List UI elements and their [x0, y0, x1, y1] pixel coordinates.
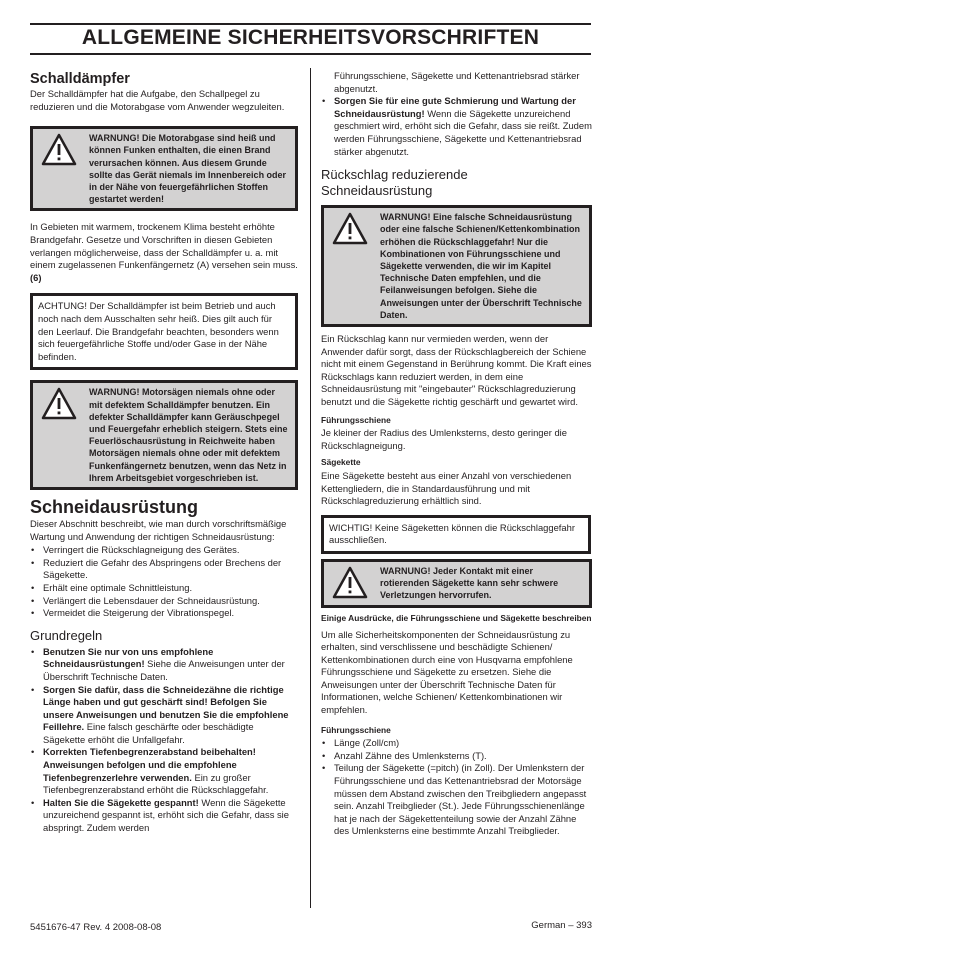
left-column — [30, 70, 298, 835]
schneidausruestung-intro: Dieser Abschnitt beschreibt, wie man durch vorschriftsmäßige Wartung und Anwendung der richtigen Schneidausrüstung: — [30, 517, 287, 542]
list-item: • Verringert die Rückschlagneigung des Gerätes. — [30, 544, 298, 557]
begriffe-subheading: Einige Ausdrücke, die Führungsschiene und Sägekette beschreiben — [321, 612, 592, 623]
column-divider — [310, 68, 311, 908]
grundregeln-list — [30, 646, 298, 835]
wichtig-box: WICHTIG! Keine Sägeketten können die Rückschlaggefahr ausschließen. — [321, 515, 591, 554]
list-item: • Reduziert die Gefahr des Abspringens oder Brechens der Sägekette. — [30, 557, 298, 582]
schneidausruestung-heading: Schneidausrüstung — [30, 496, 199, 517]
list-item: • Verlängert die Lebensdauer der Schneidausrüstung. — [30, 595, 298, 608]
footer-doc-id: 5451676-47 Rev. 4 2008-08-08 — [30, 922, 162, 933]
schalldaempfer-intro: Der Schalldämpfer hat die Aufgabe, den Schallpegel zu reduzieren und die Motorabgase vom Anwender wegzuleiten. — [30, 88, 285, 112]
warning-text: WARNUNG! Motorsägen niemals ohne oder mit defektem Schalldämpfer benutzen. Ein defekter Schalldämpfer kann Geräuschpegel und Feuergefahr erheblich steigern. Stets eine Feuerlöschausrüstung in Reichweite haben Motorsägen niemals ohne oder mit defektem Funkenfängernetz benutzen, wenn das Netz in Ihrem Arbeitsgebiet vorgeschrieben ist. — [89, 387, 288, 483]
warning-box-muffler — [30, 380, 298, 490]
schalldaempfer-heading: Schalldämpfer — [30, 71, 130, 87]
warning-box-cutting — [321, 205, 592, 327]
saegekette-text: Eine Sägekette besteht aus einer Anzahl von verschiedenen Kettengliedern, die in Standardausführung und mit Rückschlagreduzierung erhältlich sind. — [321, 469, 572, 507]
warning-text: WARNUNG! Die Motorabgase sind heiß und können Funken enthalten, die einen Brand verursachen können. Aus diesem Grunde sollte das Gerät niemals im Innenbereich oder in der Nähe von feuergefährlichen Stoffen gestartet werden! — [89, 133, 287, 205]
warning-box-contact — [321, 559, 592, 608]
warning-box-exhaust — [30, 126, 298, 211]
list-item: • Sorgen Sie dafür, dass die Schneidezähne die richtige Länge haben und gut geschärft sind! Befolgen Sie unsere Anweisungen und benutzen Sie die empfohlene Feillehre. Eine falsch geschärfte oder beschädigte Sägekette erhöht die Unfallgefahr. — [30, 684, 298, 747]
page-title: ALLGEMEINE SICHERHEITSVORSCHRIFTEN — [81, 26, 540, 49]
begriffe-text: Um alle Sicherheitskomponenten der Schneidausrüstung zu erhalten, sind verschlissene und beschädigte Schienen/ Kettenkombinationen durch eine von Husqvarna empfohlene Führungsschiene und Sägekette zu ersetzen. Siehe die Anweisungen unter der Überschrift Technische Daten für Informationen, welche Schienen/ Kettenkombinationen wir empfehlen. — [321, 628, 573, 716]
achtung-box: ACHTUNG! Der Schalldämpfer ist beim Betrieb und auch noch nach dem Ausschalten sehr heiß. Dies gilt auch für den Leerlauf. Die Brandgefahr beachten, besonders wenn sich feuergefährliche Stoffe und/oder Gase in der Nähe befinden. — [30, 293, 298, 370]
warning-triangle-icon — [324, 208, 376, 324]
fuehrungsschiene-text: Je kleiner der Radius des Umlenksterns, desto geringer die Rückschlagneigung. — [321, 427, 567, 451]
list-item: • Halten Sie die Sägekette gespannt! Wenn die Sägekette unzureichend gespannt ist, erhöht sich die Gefahr, dass sie abspringt. Zudem werden — [30, 797, 298, 835]
fuehrungsschiene2-subheading: Führungsschiene — [321, 724, 391, 735]
fuehrungsschiene-subheading: Führungsschiene — [321, 414, 391, 425]
list-item: • Sorgen Sie für eine gute Schmierung und Wartung der Schneidausrüstung! Wenn die Sägekette unzureichend geschmiert wird, erhöht sich die Gefahr, dass sie reißt. Zudem werden Führungsschiene, Sägekette und Kettenantriebsrad stärker abgenutzt. — [321, 95, 592, 158]
fuehrungsschiene-list — [321, 737, 592, 838]
list-item: • Anzahl Zähne des Umlenksterns (T). — [321, 750, 592, 763]
list-item: • Erhält eine optimale Schnittleistung. — [30, 582, 298, 595]
saegekette-subheading: Sägekette — [321, 457, 361, 468]
top-rule — [30, 23, 591, 25]
rueckschlag-heading: Rückschlag reduzierende Schneidausrüstung — [321, 167, 468, 199]
list-item: • Vermeidet die Steigerung der Vibrationspegel. — [30, 607, 298, 620]
list-item: • Teilung der Sägekette (=pitch) (in Zoll). Der Umlenkstern der Führungsschiene und das Kettenantriebsrad der Motorsäge müssen dem Abstand zwischen den Treibgliedern angepasst sein. Anzahl Treibglieder (St.). Jede Führungsschienenlänge hat je nach der Sägekettenteilung sowie der Anzahl Zähne des Umlenksterns eine bestimmte Anzahl Treibglieder. — [321, 762, 592, 838]
rueckschlag-text: Ein Rückschlag kann nur vermieden werden, wenn der Anwender dafür sorgt, dass der Rückschlagbereich der Schiene nicht mit einem Gegenstand in Berührung kommt. Die Kraft eines Rückschlags kann reduziert werden, in dem eine Schneidausrüstung mit "eingebauter" Rückschlagreduzierung benutzt und die Sägekette richtig geschärft und gewartet wird. — [321, 332, 592, 407]
title-rule — [30, 53, 591, 55]
list-item: • Benutzen Sie nur von uns empfohlene Schneidausrüstungen! Siehe die Anweisungen unter der Überschrift Technische Daten. — [30, 646, 298, 684]
footer-page-number: German – 393 — [531, 920, 592, 931]
list-item: • Korrekten Tiefenbegrenzerabstand beibehalten! Anweisungen befolgen und die empfohlene Tiefenbegrenzerlehre verwenden. Ein zu großer Tiefenbegrenzerabstand erhöht die Rückschlaggefahr. — [30, 746, 298, 796]
warning-triangle-icon — [324, 562, 376, 605]
list-item: • Länge (Zoll/cm) — [321, 737, 592, 750]
gebiete-text: In Gebieten mit warmem, trockenem Klima besteht erhöhte Brandgefahr. Gesetze und Vorschriften in diesen Gebieten verlangen möglicherweise, dass der Schalldämpfer u. a. mit einem zugelassenen Funkenfängernetz (A) versehen sein muss. (6) — [30, 221, 298, 283]
warning-text: WARNUNG! Jeder Kontakt mit einer rotierenden Sägekette kann sehr schwere Verletzungen hervorrufen. — [380, 565, 559, 601]
warning-triangle-icon — [33, 129, 85, 208]
schneid-list — [30, 544, 298, 620]
continued-text: Führungsschiene, Sägekette und Kettenantriebsrad stärker abgenutzt. — [334, 70, 580, 94]
grundregeln-heading: Grundregeln — [30, 627, 103, 643]
schmierung-list — [321, 95, 592, 158]
warning-text: WARNUNG! Eine falsche Schneidausrüstung oder eine falsche Schienen/Kettenkombination erhöhen die Rückschlaggefahr! Nur die Kombinationen von Führungsschiene und Sägekette verwenden, die wir im Kapitel Technische Daten empfehlen, und die Feilanweisungen befolgen. Siehe die Anweisungen unter der Überschrift Technische Daten. — [380, 212, 582, 320]
warning-triangle-icon — [33, 383, 85, 487]
right-column — [321, 70, 592, 838]
